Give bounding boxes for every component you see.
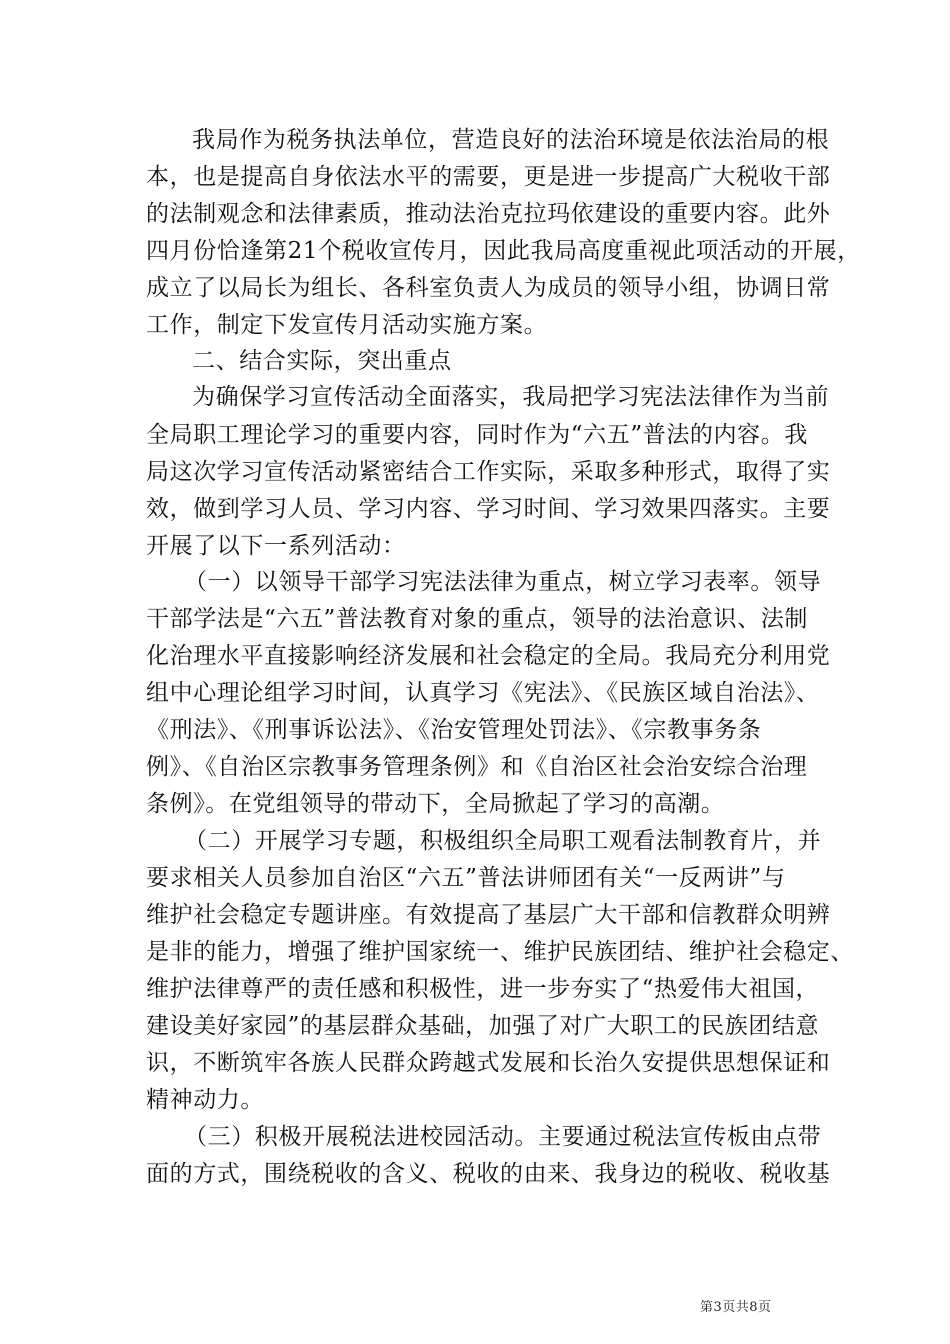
body-text-line: 的法制观念和法律素质，推动法治克拉玛依建设的重要内容。此外 bbox=[146, 201, 831, 227]
body-text-line: （三）积极开展税法进校园活动。主要通过税法宣传板由点带 bbox=[184, 1124, 822, 1150]
body-text-line: 是非的能力，增强了维护国家统一、维护民族团结、维护社会稳定、 bbox=[146, 939, 854, 965]
body-text-line: 例》、《自治区宗教事务管理条例》和《自治区社会治安综合治理 bbox=[146, 754, 808, 780]
body-text-line: 《刑法》、《刑事诉讼法》、《治安管理处罚法》、《宗教事务条 bbox=[146, 717, 762, 743]
body-text-line: 组中心理论组学习时间，认真学习《宪法》、《民族区域自治法》、 bbox=[146, 680, 820, 706]
body-text-line: 建设美好家园”的基层群众基础，加强了对广大职工的民族团结意 bbox=[146, 1013, 820, 1039]
body-text-line: 精神动力。 bbox=[146, 1087, 264, 1113]
body-text-line: （一）以领导干部学习宪法法律为重点，树立学习表率。领导 bbox=[184, 569, 822, 595]
body-text-line: 成立了以局长为组长、各科室负责人为成员的领导小组，协调日常 bbox=[146, 275, 831, 301]
body-text-line: 维护社会稳定专题讲座。有效提高了基层广大干部和信教群众明辨 bbox=[146, 902, 831, 928]
body-text-line: 条例》。在党组领导的带动下，全局掀起了学习的高潮。 bbox=[146, 791, 725, 817]
body-text-line: 维护法律尊严的责任感和积极性，进一步夯实了“热爱伟大祖国， bbox=[146, 976, 820, 1002]
body-text-line: 识，不断筑牢各族人民群众跨越式发展和长治久安提供思想保证和 bbox=[146, 1050, 831, 1076]
body-text-line: 面的方式，围绕税收的含义、税收的由来、我身边的税收、税收基 bbox=[146, 1161, 831, 1187]
body-text-line: 化治理水平直接影响经济发展和社会稳定的全局。我局充分利用党 bbox=[146, 643, 831, 669]
body-text-line: 干部学法是“六五”普法教育对象的重点，领导的法治意识、法制 bbox=[146, 606, 808, 632]
body-text-line: 全局职工理论学习的重要内容，同时作为“六五”普法的内容。我 bbox=[146, 422, 808, 448]
body-text-line: 局这次学习宣传活动紧密结合工作实际，采取多种形式，取得了实 bbox=[146, 459, 831, 485]
body-text-line: 工作，制定下发宣传月活动实施方案。 bbox=[146, 312, 548, 338]
body-text-line: 为确保学习宣传活动全面落实，我局把学习宪法法律作为当前 bbox=[192, 384, 830, 410]
body-text-line: 要求相关人员参加自治区“六五”普法讲师团有关“一反两讲”与 bbox=[146, 865, 786, 891]
section-heading: 二、结合实际，突出重点 bbox=[192, 348, 452, 374]
body-text-line: 本，也是提高自身依法水平的需要，更是进一步提高广大税收干部 bbox=[146, 164, 831, 190]
body-text-line: 开展了以下一系列活动： bbox=[146, 533, 406, 559]
body-text-line: 效，做到学习人员、学习内容、学习时间、学习效果四落实。主要 bbox=[146, 496, 831, 522]
page-number: 第3页共8页 bbox=[700, 1300, 772, 1315]
body-text-line: 我局作为税务执法单位，营造良好的法治环境是依法治局的根 bbox=[192, 127, 830, 153]
body-text-line: （二）开展学习专题，积极组织全局职工观看法制教育片，并 bbox=[184, 828, 822, 854]
body-text-line: 四月份恰逢第21个税收宣传月，因此我局高度重视此项活动的开展， bbox=[146, 238, 861, 264]
